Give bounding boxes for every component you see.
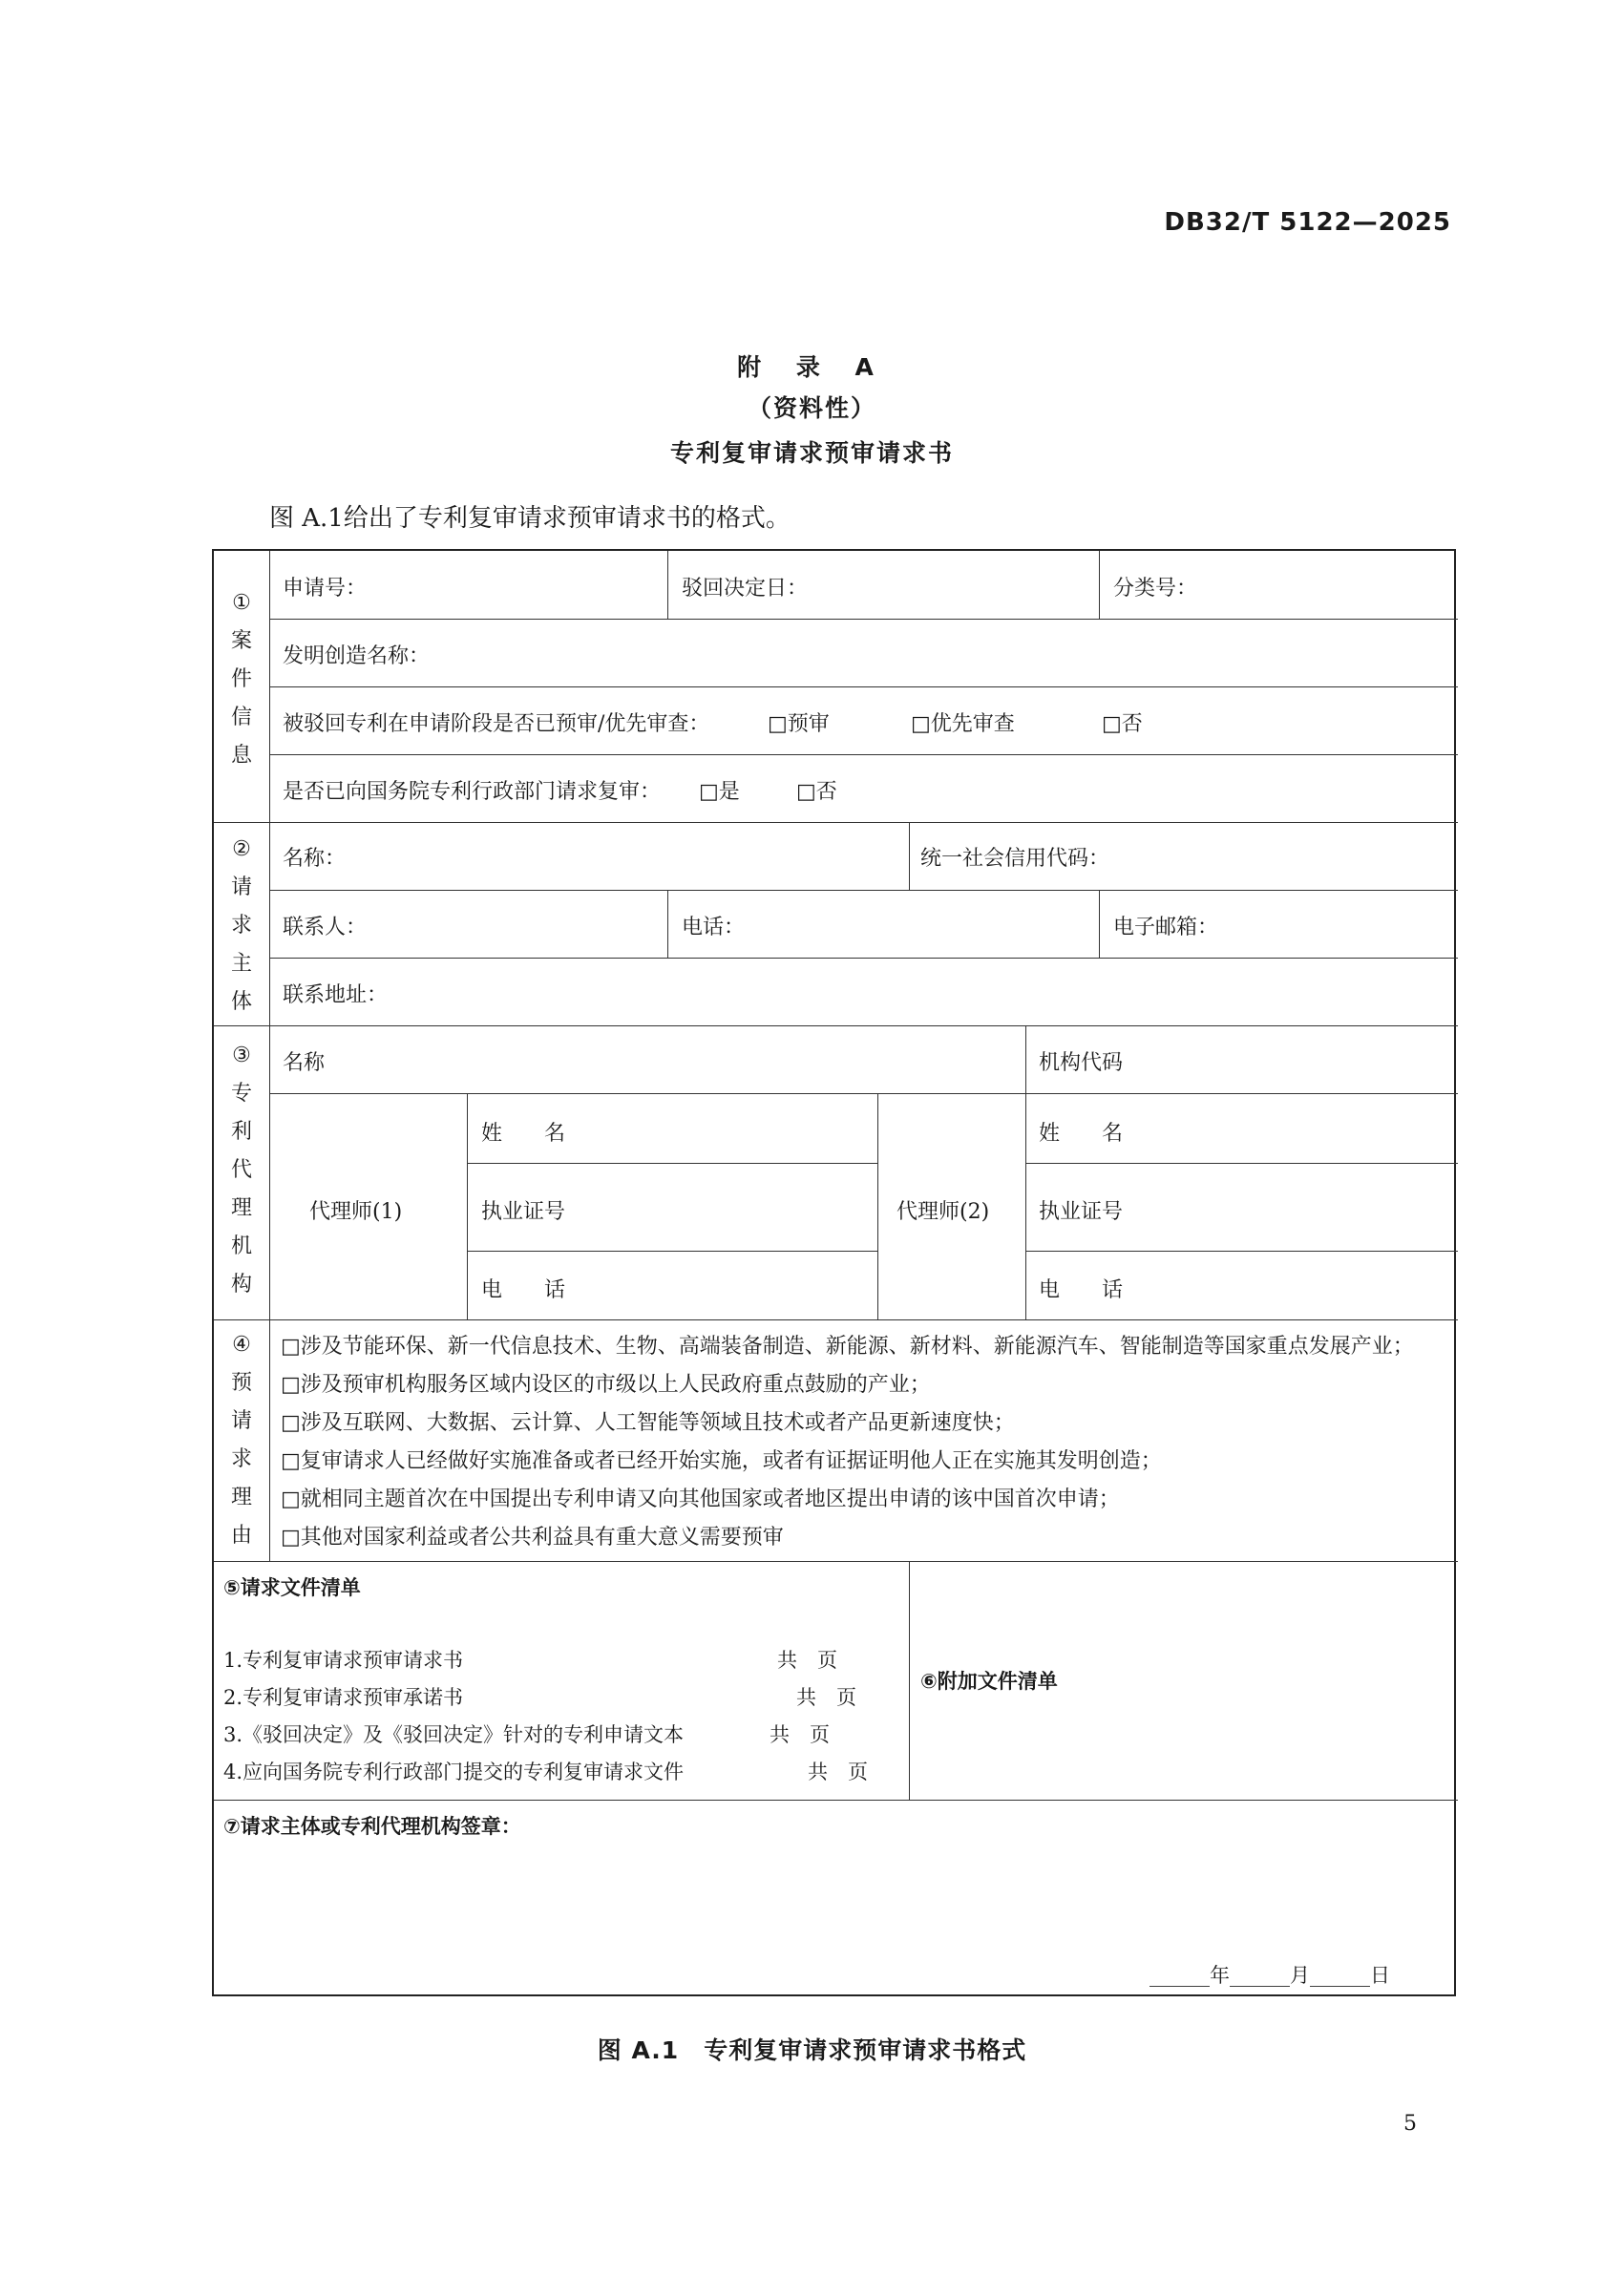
reason-checkbox-1[interactable]: □涉及节能环保、新一代信息技术、生物、高端装备制造、新能源、新材料、新能源汽车、智能制造等国家重点发展产业； — [281, 1335, 1414, 1359]
agent2-phone-field[interactable]: 电 话 — [1039, 1278, 1124, 1302]
invention-name-field[interactable]: 发明创造名称： — [283, 644, 431, 668]
pre-exam-checkbox[interactable]: □预审 — [768, 712, 830, 736]
reason-checkbox-3[interactable]: □涉及互联网、大数据、云计算、人工智能等领域且技术或者产品更新速度快； — [281, 1411, 1015, 1435]
agency-name-field[interactable]: 名称 — [283, 1051, 326, 1075]
file-item-4: 4.应向国务院专利行政部门提交的专利复审请求文件 — [223, 1761, 685, 1783]
reexam-question: 是否已向国务院专利行政部门请求复审： — [283, 780, 662, 804]
priority-exam-checkbox[interactable]: □优先审查 — [911, 712, 1015, 736]
section2-label: ② 请 求 主 体 — [230, 837, 252, 1014]
application-form-table — [212, 549, 1456, 1996]
request-files-title: ⑤请求文件清单 — [223, 1576, 361, 1599]
reason-checkbox-2[interactable]: □涉及预审机构服务区域内设区的市级以上人民政府重点鼓励的产业； — [281, 1373, 931, 1397]
reason-checkbox-4[interactable]: □复审请求人已经做好实施准备或者已经开始实施，或者有证据证明他人正在实施其发明创造； — [281, 1449, 1162, 1473]
agent2-license-field[interactable]: 执业证号 — [1039, 1200, 1124, 1224]
agent1-phone-field[interactable]: 电 话 — [481, 1278, 566, 1302]
reexam-yes-checkbox[interactable]: □是 — [699, 780, 740, 804]
address-field[interactable]: 联系地址： — [283, 983, 389, 1007]
phone-field[interactable]: 电话： — [682, 916, 746, 939]
figure-caption: 图 A.1 专利复审请求预审请求书格式 — [597, 2036, 1027, 2064]
file-item-2-pages[interactable]: 共 页 — [796, 1686, 856, 1709]
section1-label: ① 案 件 信 息 — [230, 591, 252, 768]
additional-files-title: ⑥附加文件清单 — [920, 1670, 1058, 1693]
file-item-3: 3.《驳回决定》及《驳回决定》针对的专利申请文本 — [223, 1723, 685, 1746]
agent1-license-field[interactable]: 执业证号 — [481, 1200, 566, 1224]
credit-code-field[interactable]: 统一社会信用代码： — [920, 847, 1110, 871]
agency-code-field[interactable]: 机构代码 — [1039, 1051, 1124, 1075]
file-item-1: 1.专利复审请求预审请求书 — [223, 1649, 464, 1672]
email-field[interactable]: 电子邮箱： — [1113, 916, 1219, 939]
file-item-3-pages[interactable]: 共 页 — [770, 1723, 830, 1746]
agent2-label: 代理师(2) — [896, 1200, 990, 1224]
reason-checkbox-5[interactable]: □就相同主题首次在中国提出专利申请又向其他国家或者地区提出申请的该中国首次申请； — [281, 1487, 1120, 1511]
pre-exam-question: 被驳回专利在申请阶段是否已预审/优先审查： — [283, 712, 710, 736]
standard-code: DB32/T 5122—2025 — [1164, 208, 1451, 237]
file-item-1-pages[interactable]: 共 页 — [777, 1649, 837, 1672]
reexam-no-checkbox[interactable]: □否 — [796, 780, 837, 804]
agent1-name-field[interactable]: 姓 名 — [481, 1122, 566, 1146]
file-item-2: 2.专利复审请求预审承诺书 — [223, 1686, 464, 1709]
contact-person-field[interactable]: 联系人： — [283, 916, 368, 939]
agent2-name-field[interactable]: 姓 名 — [1039, 1122, 1124, 1146]
section4-label: ④ 预 请 求 理 由 — [230, 1333, 252, 1548]
no-pre-exam-checkbox[interactable]: □否 — [1102, 712, 1143, 736]
annex-nature: （资料性） — [747, 394, 876, 422]
application-no-field[interactable]: 申请号： — [283, 577, 368, 601]
signature-title: ⑦请求主体或专利代理机构签章： — [223, 1815, 521, 1838]
page-number: 5 — [1403, 2112, 1417, 2136]
section3-label: ③ 专 利 代 理 机 构 — [230, 1044, 252, 1297]
intro-paragraph: 图 A.1给出了专利复审请求预审请求书的格式。 — [269, 504, 791, 533]
requester-name-field[interactable]: 名称： — [283, 847, 347, 871]
agent1-label: 代理师(1) — [309, 1200, 403, 1224]
rejection-date-field[interactable]: 驳回决定日： — [682, 577, 809, 601]
annex-title: 专利复审请求预审请求书 — [669, 439, 954, 467]
annex-heading: 附 录 A — [737, 353, 887, 381]
classification-no-field[interactable]: 分类号： — [1113, 577, 1198, 601]
reason-checkbox-6[interactable]: □其他对国家利益或者公共利益具有重大意义需要预审 — [281, 1526, 784, 1550]
file-item-4-pages[interactable]: 共 页 — [808, 1761, 868, 1783]
signature-date-line[interactable]: ______年______月______日 — [1149, 1964, 1390, 1987]
